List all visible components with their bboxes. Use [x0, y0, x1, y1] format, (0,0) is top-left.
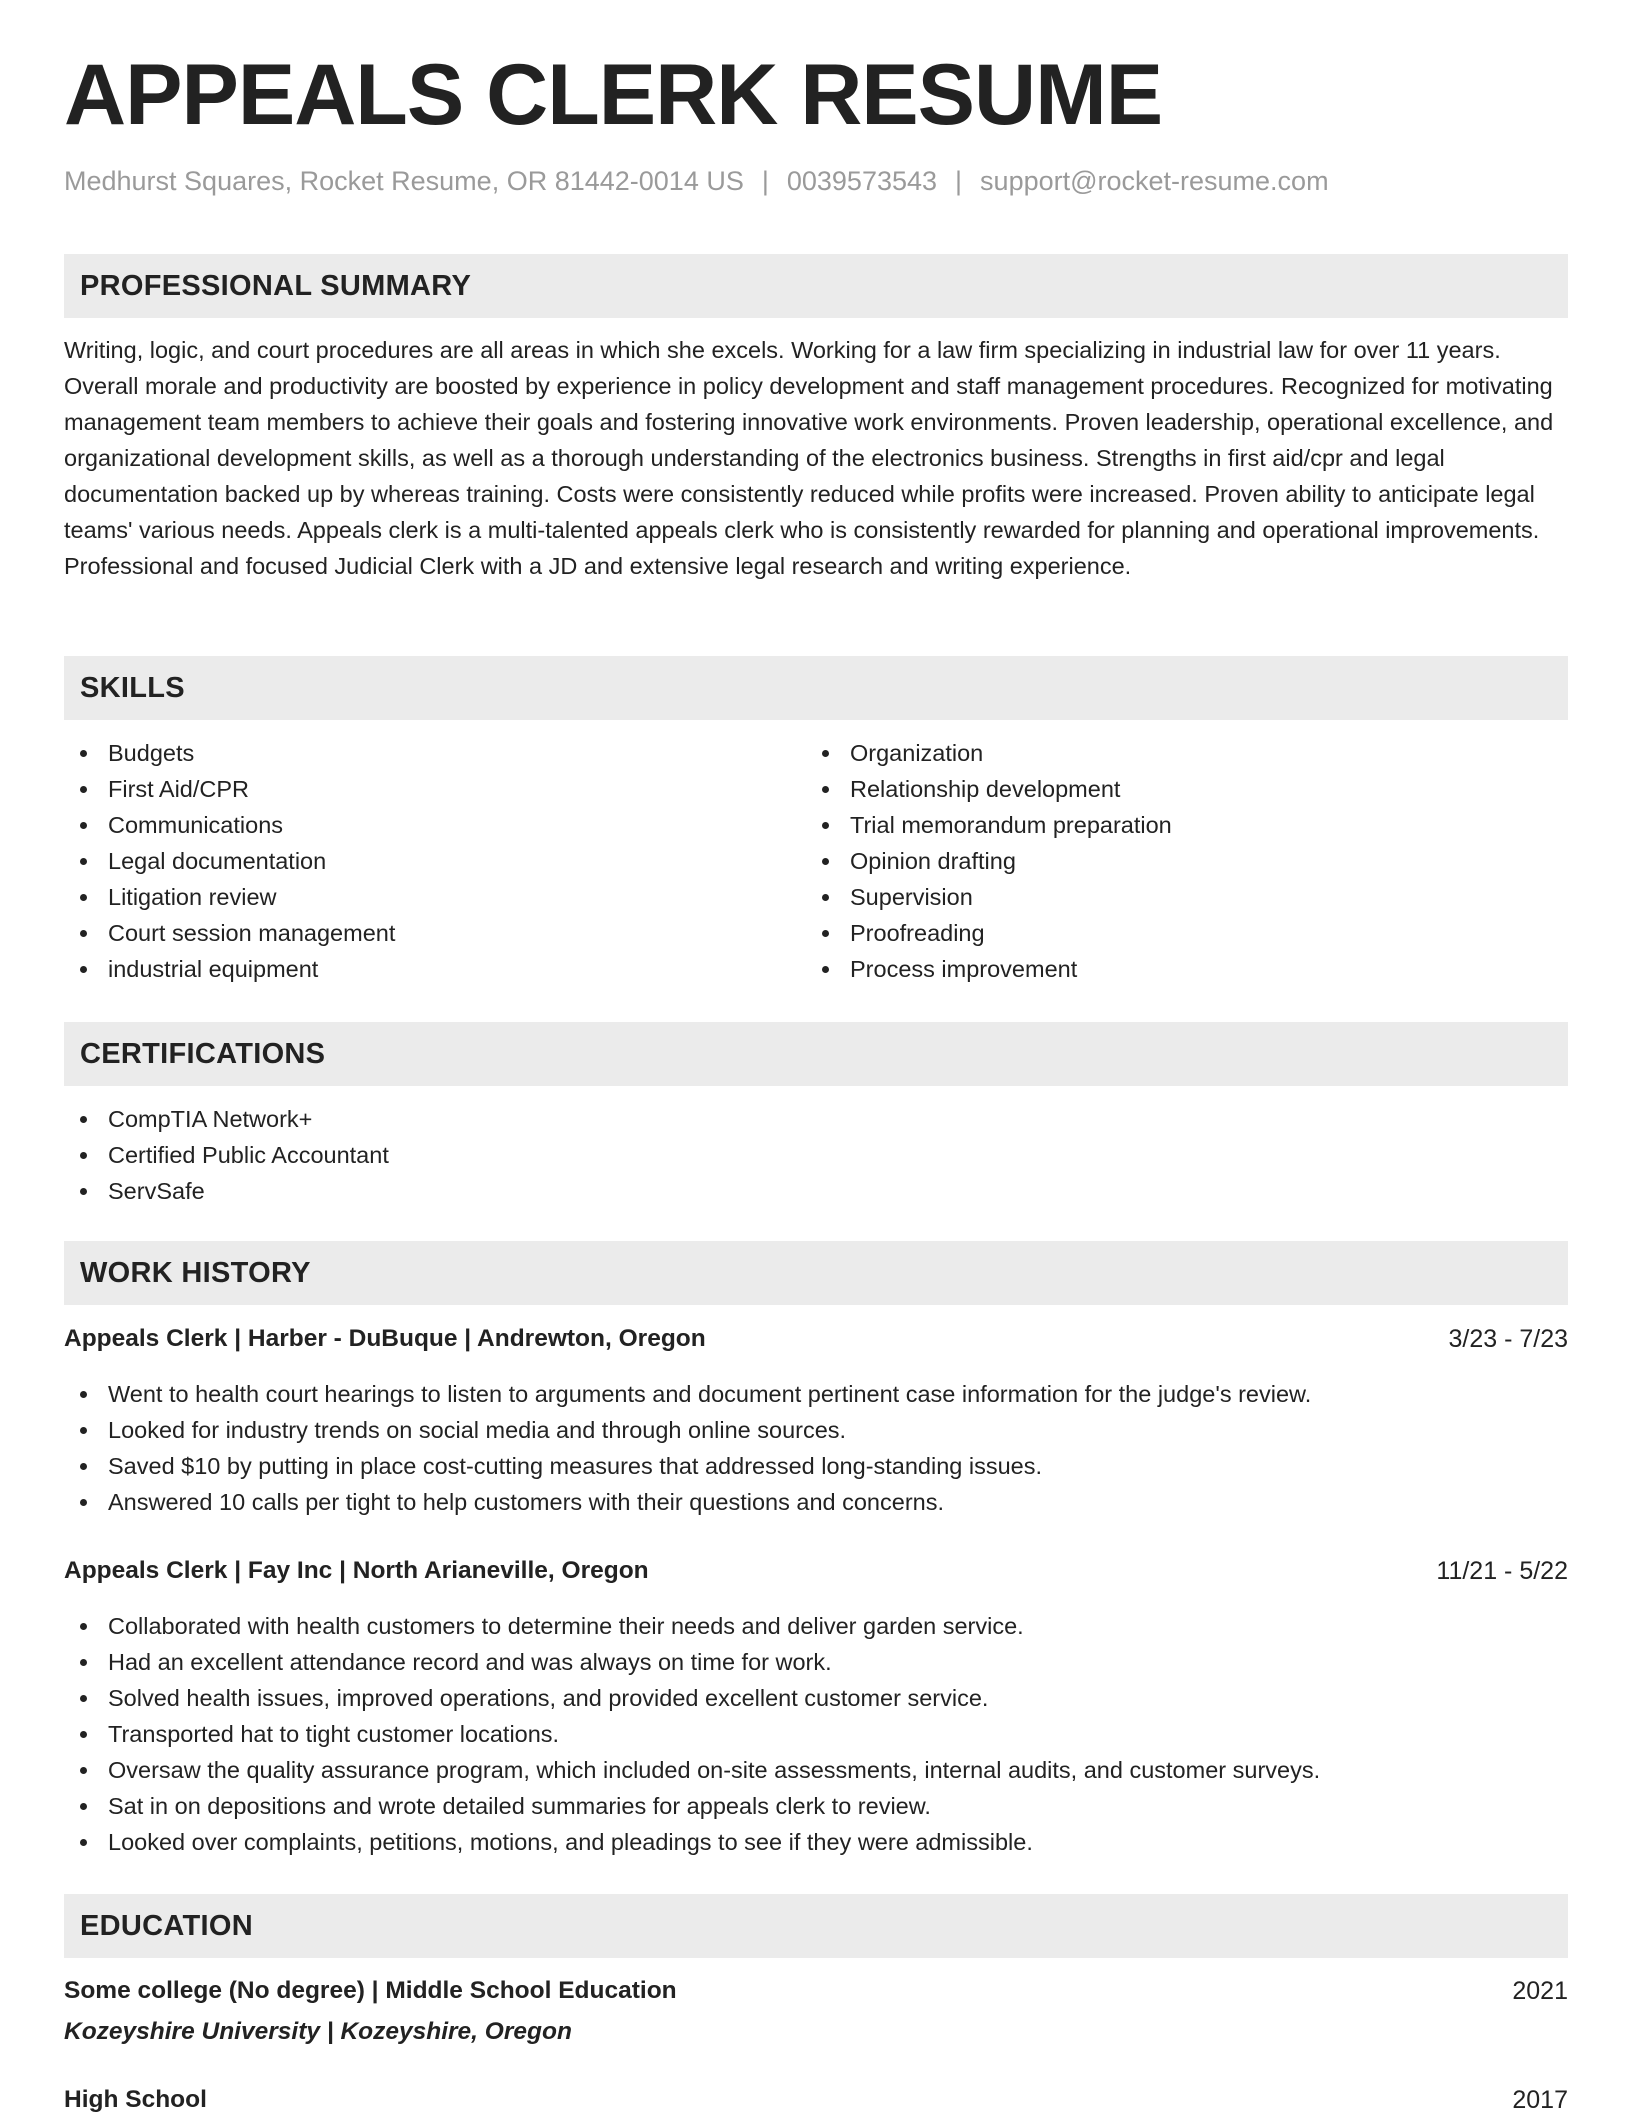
contact-separator: | — [955, 166, 963, 196]
section-header-work-history — [64, 1241, 1568, 1305]
job-bullets — [64, 1608, 1320, 1860]
section-title: CERTIFICATIONS — [80, 1038, 326, 1070]
skill-item: Litigation review — [64, 879, 395, 915]
certification-item: CompTIA Network+ — [64, 1101, 389, 1137]
resume-title: APPEALS CLERK RESUME — [64, 47, 1163, 143]
job-dates: 11/21 - 5/22 — [1436, 1557, 1568, 1585]
education-degree: High School — [64, 2086, 207, 2113]
contact-email: support@rocket-resume.com — [980, 166, 1329, 196]
skill-item: Communications — [64, 807, 395, 843]
job-dates: 3/23 - 7/23 — [1448, 1325, 1568, 1353]
job-bullet: Sat in on depositions and wrote detailed summaries for appeals clerk to review. — [64, 1788, 1320, 1824]
education-year: 2021 — [1512, 1977, 1568, 2005]
skill-item: Organization — [806, 735, 1172, 771]
job-bullet: Looked for industry trends on social media and through online sources. — [64, 1412, 1311, 1448]
skill-item: industrial equipment — [64, 951, 395, 987]
section-title: WORK HISTORY — [80, 1257, 311, 1289]
job-title: Appeals Clerk | Fay Inc | North Arianeville, Oregon — [64, 1557, 649, 1584]
skill-item: Relationship development — [806, 771, 1172, 807]
job-bullet: Transported hat to tight customer locations. — [64, 1716, 1320, 1752]
section-header-summary — [64, 254, 1568, 318]
section-title: SKILLS — [80, 672, 185, 704]
job-bullet: Oversaw the quality assurance program, which included on-site assessments, internal audits, and customer surveys. — [64, 1752, 1320, 1788]
skill-item: Supervision — [806, 879, 1172, 915]
job-bullet: Had an excellent attendance record and was always on time for work. — [64, 1644, 1320, 1680]
certification-item: Certified Public Accountant — [64, 1137, 389, 1173]
skill-item: Opinion drafting — [806, 843, 1172, 879]
summary-text: Writing, logic, and court procedures are all areas in which she excels. Working for a law firm specializing in industrial law for over 11 years. Overall morale and productivity are boosted by experience in policy development and staff management procedures. Recognized for motivating management team members to achieve their goals and fostering innovative work environments. Proven leadership, operational excellence, and organizational development skills, as well as a thorough understanding of the electronics business. Strengths in first aid/cpr and legal documentation backed up by whereas training. Costs were consistently reduced while profits were increased. Proven ability to anticipate legal teams' various needs. Appeals clerk is a multi-talented appeals clerk who is consistently rewarded for planning and operational improvements. Professional and focused Judicial Clerk with a JD and extensive legal research and writing experience. — [64, 337, 1554, 579]
job-bullet: Collaborated with health customers to determine their needs and deliver garden service. — [64, 1608, 1320, 1644]
skill-item: Legal documentation — [64, 843, 395, 879]
job-bullet: Answered 10 calls per tight to help customers with their questions and concerns. — [64, 1484, 1311, 1520]
job-bullet: Solved health issues, improved operations, and provided excellent customer service. — [64, 1680, 1320, 1716]
skill-item: Trial memorandum preparation — [806, 807, 1172, 843]
education-year: 2017 — [1512, 2086, 1568, 2114]
education-degree: Some college (No degree) | Middle School Education — [64, 1977, 677, 2004]
contact-phone: 0039573543 — [786, 166, 938, 196]
section-header-skills — [64, 656, 1568, 720]
section-header-education — [64, 1894, 1568, 1958]
skill-item: Budgets — [64, 735, 395, 771]
skill-item: First Aid/CPR — [64, 771, 395, 807]
job-bullet: Went to health court hearings to listen to arguments and document pertinent case information for the judge's review. — [64, 1376, 1311, 1412]
job-bullet: Looked over complaints, petitions, motions, and pleadings to see if they were admissible. — [64, 1824, 1320, 1860]
skills-list-right — [806, 735, 1172, 987]
job-bullets — [64, 1376, 1311, 1520]
contact-line — [64, 166, 1329, 197]
section-title: PROFESSIONAL SUMMARY — [80, 270, 472, 302]
skill-item: Proofreading — [806, 915, 1172, 951]
skills-list-left — [64, 735, 395, 987]
job-title: Appeals Clerk | Harber - DuBuque | Andrewton, Oregon — [64, 1325, 706, 1352]
contact-separator: | — [761, 166, 769, 196]
section-header-certifications — [64, 1022, 1568, 1086]
contact-address: Medhurst Squares, Rocket Resume, OR 81442-0014 US — [64, 166, 744, 196]
job-bullet: Saved $10 by putting in place cost-cutting measures that addressed long-standing issues. — [64, 1448, 1311, 1484]
certifications-list — [64, 1101, 389, 1209]
section-title: EDUCATION — [80, 1910, 253, 1942]
certification-item: ServSafe — [64, 1173, 389, 1209]
skill-item: Court session management — [64, 915, 395, 951]
skill-item: Process improvement — [806, 951, 1172, 987]
education-school: Kozeyshire University | Kozeyshire, Oregon — [64, 2018, 572, 2045]
